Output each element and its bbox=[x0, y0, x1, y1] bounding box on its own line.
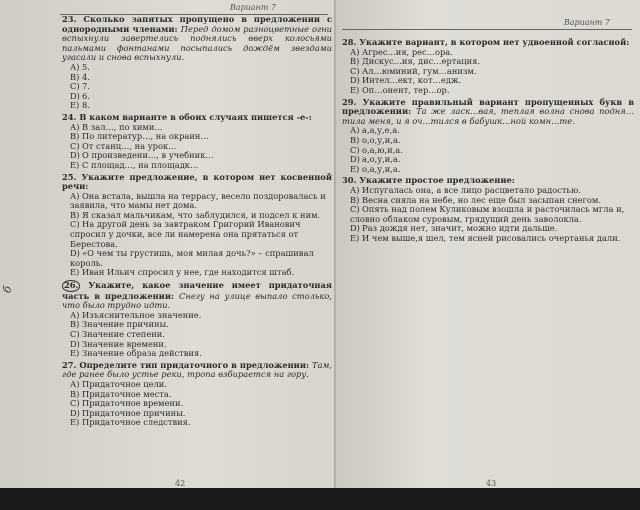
option-letter: D) bbox=[350, 223, 360, 234]
question-text bbox=[62, 361, 332, 380]
question-number: 28. bbox=[342, 37, 357, 47]
option-letter: В) bbox=[350, 134, 360, 145]
question-number: 25. bbox=[62, 171, 77, 182]
option-letter: С) bbox=[70, 219, 80, 230]
answer-option bbox=[70, 220, 332, 249]
question-prompt: Укажите, какое значение имеет придаточная часть в предложении: bbox=[62, 280, 332, 301]
answer-option bbox=[70, 249, 332, 268]
question-text bbox=[62, 173, 332, 192]
option-letter: В) bbox=[70, 131, 80, 142]
option-text: о,а,ю,и,а. bbox=[362, 144, 403, 155]
option-letter: С) bbox=[350, 144, 360, 155]
question-number: 30. bbox=[342, 175, 357, 186]
option-text: О произведени…, в учебник… bbox=[82, 150, 214, 161]
answer-option bbox=[70, 268, 332, 278]
answer-option bbox=[70, 161, 332, 171]
question-prompt: Сколько запятых пропущено в предложении с однородными членами: bbox=[62, 14, 333, 34]
option-text: Придаточное времени. bbox=[82, 398, 184, 409]
option-letter: Е) bbox=[70, 348, 80, 359]
option-letter: А) bbox=[70, 309, 80, 320]
option-text: Значение образа действия. bbox=[82, 348, 202, 359]
option-letter: А) bbox=[70, 378, 80, 389]
option-letter: С) bbox=[70, 398, 80, 409]
option-text: Дискус…ия, дис…ертация. bbox=[362, 56, 481, 67]
option-text: 4. bbox=[82, 71, 90, 82]
answer-option bbox=[70, 73, 332, 83]
option-letter: Е) bbox=[70, 159, 80, 170]
option-letter: Е) bbox=[350, 84, 360, 95]
right-header-rule bbox=[342, 29, 632, 30]
option-letter: В) bbox=[350, 56, 360, 67]
option-letter: Е) bbox=[70, 417, 80, 428]
handwritten-mark: б bbox=[0, 284, 15, 295]
option-text: Значение причины. bbox=[82, 319, 169, 330]
option-text: «О чем ты грустишь, моя милая дочь?» – спрашивал король. bbox=[70, 248, 314, 268]
option-text: Придаточное цели. bbox=[82, 378, 167, 389]
option-text: Придаточное следствия. bbox=[82, 417, 191, 428]
question-gap bbox=[342, 243, 634, 245]
answer-option bbox=[350, 86, 634, 96]
question-gap bbox=[62, 428, 332, 430]
option-text: Оп…онент, тер…ор. bbox=[362, 84, 450, 95]
option-text: 5. bbox=[82, 61, 90, 72]
question-text bbox=[342, 98, 634, 127]
option-text: Испугалась она, а все лицо расцветало радостью. bbox=[362, 184, 581, 195]
left-page-number: 42 bbox=[175, 479, 186, 488]
option-text: Придаточное места. bbox=[82, 388, 172, 399]
option-text: 6. bbox=[82, 90, 90, 101]
option-text: Она встала, вышла на террасу, весело поздоровалась и заявила, что мамы нет дома. bbox=[70, 190, 326, 211]
answer-option bbox=[70, 101, 332, 111]
question-number: 23. bbox=[62, 14, 77, 24]
option-letter: В) bbox=[70, 388, 80, 399]
right-page-number: 43 bbox=[486, 479, 497, 488]
question-sentence: Перед домом разноцветные огни вспыхнули завертелись поднялись вверх колосьями пальмами фонтанами посыпались дождём звездами угасали и снова вспыхнули. bbox=[62, 23, 333, 63]
question-text bbox=[62, 15, 332, 63]
right-page bbox=[336, 0, 640, 488]
question-sentence: Та же ласк…вая, теплая волна снова подня…тила меня, и я оч…тился в бабушк…ной комн…те. bbox=[342, 106, 635, 126]
question-number: 27. bbox=[62, 359, 77, 370]
option-letter: А) bbox=[70, 61, 80, 72]
option-text: Придаточное причины. bbox=[82, 407, 186, 418]
option-letter: В) bbox=[70, 319, 80, 330]
option-letter: С) bbox=[70, 140, 80, 151]
answer-option bbox=[350, 165, 634, 175]
option-letter: А) bbox=[350, 184, 360, 195]
option-text: 8. bbox=[82, 100, 90, 111]
option-text: Ал…юминий, гум…анизм. bbox=[362, 65, 477, 76]
question-prompt: В каком варианте в обоих случаях пишется -е-: bbox=[79, 111, 312, 122]
option-letter: D) bbox=[350, 154, 360, 165]
question-prompt: Укажите предложение, в котором нет косвенной речи: bbox=[62, 171, 332, 192]
option-letter: Е) bbox=[70, 267, 80, 278]
question-prompt: Укажите вариант, в котором нет удвоенной согласной: bbox=[359, 37, 630, 47]
answer-option bbox=[70, 418, 332, 428]
option-letter: D) bbox=[70, 338, 80, 349]
option-text: Агрес…ия, рес…ора. bbox=[362, 46, 453, 57]
question-number: 29. bbox=[342, 96, 357, 107]
right-questions-column bbox=[342, 38, 634, 245]
option-text: Раз дождя нет, значит, можно идти дальше. bbox=[362, 223, 558, 234]
option-letter: А) bbox=[350, 46, 360, 57]
option-text: В зал…, по хими… bbox=[82, 121, 163, 132]
option-letter: D) bbox=[350, 75, 360, 86]
option-letter: D) bbox=[70, 90, 80, 101]
option-text: На другой день за завтраком Григорий Иванович спросил у дочки, все ли намерена она прятаться от Берестова. bbox=[70, 219, 301, 249]
option-letter: D) bbox=[70, 248, 80, 259]
option-letter: С) bbox=[350, 65, 360, 76]
option-text: 7. bbox=[82, 81, 90, 92]
question-number: 26. bbox=[64, 280, 79, 291]
option-letter: В) bbox=[70, 71, 80, 82]
option-text: Значение времени. bbox=[82, 338, 167, 349]
question-prompt: Определите тип придаточного в предложении: bbox=[79, 359, 310, 370]
option-letter: С) bbox=[350, 204, 360, 215]
option-text: Весна сияла на небе, но лес еще был засыпан снегом. bbox=[362, 194, 601, 205]
option-letter: D) bbox=[70, 150, 80, 161]
option-text: Значение степени. bbox=[82, 329, 165, 339]
question-prompt: Укажите простое предложение: bbox=[359, 175, 515, 186]
left-page-header: Вариант 7 bbox=[229, 3, 276, 12]
option-letter: А) bbox=[70, 121, 80, 132]
option-text: И чем выше,я шел, тем ясней рисовались очертанья дали. bbox=[362, 232, 621, 243]
answer-option bbox=[70, 63, 332, 73]
question-sentence: Снегу на улице выпало столько, что было трудно идти. bbox=[62, 290, 333, 311]
question-number: 24. bbox=[62, 111, 77, 122]
option-text: Иван Ильич спросил у нее, где находится штаб. bbox=[82, 267, 295, 278]
option-text: а,а,у,е,а. bbox=[362, 125, 400, 136]
option-letter: D) bbox=[70, 407, 80, 418]
option-letter: Е) bbox=[350, 163, 360, 174]
option-text: С площад…, на площадк… bbox=[82, 159, 199, 170]
answer-option bbox=[350, 205, 634, 224]
option-text: а,о,у,и,а. bbox=[362, 154, 401, 165]
option-letter: С) bbox=[70, 329, 80, 339]
option-text: От станц…, на урок… bbox=[82, 140, 177, 151]
answer-option bbox=[70, 349, 332, 359]
option-text: Опять над полем Куликовым взошла и расточилась мгла и, словно облаком суровым, грядущий день заволокла. bbox=[350, 204, 625, 224]
answer-option bbox=[350, 234, 634, 244]
left-questions-column bbox=[62, 15, 332, 430]
question-sentence: Там, где ранее было устье реки, тропа взбирается на гору. bbox=[62, 359, 333, 380]
option-letter: А) bbox=[350, 125, 360, 136]
option-text: о,о,у,и,а. bbox=[362, 134, 401, 145]
option-letter: В) bbox=[350, 194, 360, 205]
option-letter: В) bbox=[70, 209, 80, 220]
option-letter: Е) bbox=[70, 100, 80, 111]
option-text: о,а,у,и,а. bbox=[362, 163, 401, 174]
option-text: По литератур…, на окраин… bbox=[82, 131, 209, 142]
option-text: Интел…ект, кот…едж. bbox=[362, 75, 462, 86]
answer-option bbox=[70, 192, 332, 211]
question-text bbox=[62, 280, 332, 311]
option-letter: Е) bbox=[350, 232, 360, 243]
answer-option bbox=[70, 92, 332, 102]
right-page-header: Вариант 7 bbox=[563, 18, 610, 27]
answer-option bbox=[70, 82, 332, 92]
option-letter: А) bbox=[70, 190, 80, 201]
option-text: Я сказал мальчикам, что заблудился, и подсел к ним. bbox=[82, 209, 321, 220]
option-text: Изъяснительное значение. bbox=[82, 309, 202, 320]
question-prompt: Укажите правильный вариант пропущенных букв в предложении: bbox=[342, 96, 635, 117]
option-letter: С) bbox=[70, 81, 80, 92]
